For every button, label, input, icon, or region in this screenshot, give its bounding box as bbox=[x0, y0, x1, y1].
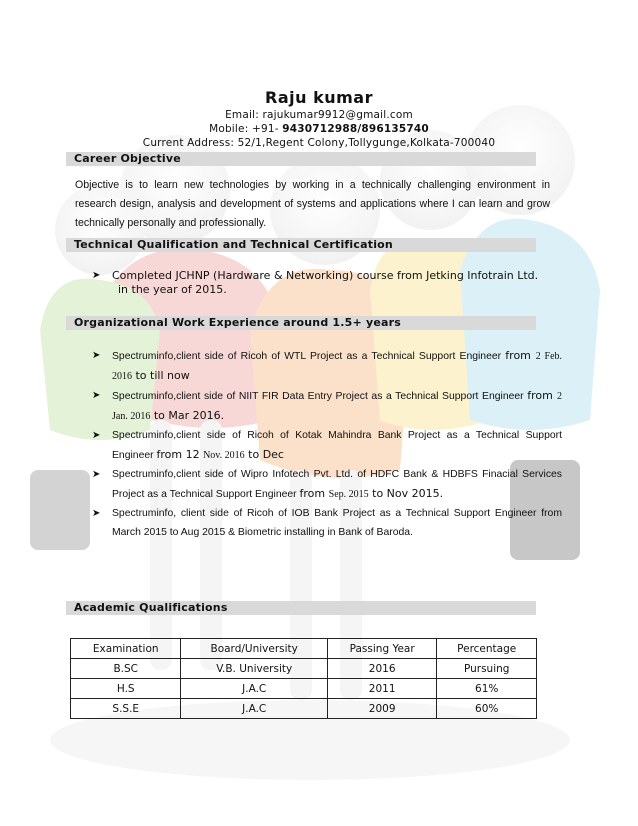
certification-line-1: Completed JCHNP (Hardware & Networking) course from Jetking Infotrain Ltd. bbox=[112, 269, 539, 282]
arrowhead-bullet-icon: ➤ bbox=[92, 430, 101, 441]
mobile-numbers: 9430712988/896135740 bbox=[282, 123, 429, 135]
table-cell: 60% bbox=[437, 699, 537, 719]
table-row bbox=[71, 679, 537, 699]
technical-qualification-heading: Technical Qualification and Technical Certification bbox=[66, 238, 536, 252]
arrowhead-bullet-icon: ➤ bbox=[92, 390, 101, 401]
table-cell: S.S.E bbox=[71, 699, 181, 719]
certification-item bbox=[92, 269, 552, 297]
experience-item: ➤ Spectruminfo,client side of Ricoh of Kotak Mahindra Bank Project as a Technical Support Engineer from 12 Nov. 2016 to Dec bbox=[92, 426, 562, 465]
career-objective-text: Objective is to learn new technologies by working in a technically challenging environment in research design, analysis and development of systems and applications where I can learn and grow technically personally and professionally. bbox=[75, 179, 550, 229]
certification-line-2: in the year of 2015. bbox=[118, 283, 227, 296]
table-cell: J.A.C bbox=[181, 699, 327, 719]
arrowhead-bullet-icon: ➤ bbox=[92, 270, 101, 281]
candidate-name: Raju kumar bbox=[265, 88, 373, 107]
experience-item: ➤ Spectruminfo, client side of Ricoh of IOB Bank Project as a Technical Support Engineer from March 2015 to Aug 2015 & Biometric installing in Bank of Baroda. bbox=[92, 504, 562, 542]
table-cell: J.A.C bbox=[181, 679, 327, 699]
table-cell: 2011 bbox=[327, 679, 436, 699]
column-header: Board/University bbox=[181, 639, 327, 659]
experience-item: ➤ Spectruminfo,client side of Ricoh of WTL Project as a Technical Support Engineer from 2 Feb. 2016 to till now bbox=[92, 346, 562, 386]
work-experience-heading: Organizational Work Experience around 1.5+ years bbox=[66, 316, 536, 330]
table-cell: V.B. University bbox=[181, 659, 327, 679]
academic-qualifications-heading: Academic Qualifications bbox=[66, 601, 536, 615]
arrowhead-bullet-icon: ➤ bbox=[92, 508, 101, 519]
column-header: Passing Year bbox=[327, 639, 436, 659]
table-cell: 2009 bbox=[327, 699, 436, 719]
table-cell: Pursuing bbox=[437, 659, 537, 679]
column-header: Percentage bbox=[437, 639, 537, 659]
arrowhead-bullet-icon: ➤ bbox=[92, 469, 101, 480]
address-line: Current Address: 52/1,Regent Colony,Tollygunge,Kolkata-700040 bbox=[142, 137, 496, 149]
career-objective-heading: Career Objective bbox=[66, 152, 536, 166]
table-cell: 2016 bbox=[327, 659, 436, 679]
academic-table bbox=[70, 638, 537, 719]
arrowhead-bullet-icon: ➤ bbox=[92, 350, 101, 361]
mobile-line bbox=[0, 122, 638, 136]
email-line: Email: rajukumar9912@gmail.com bbox=[225, 109, 413, 121]
experience-item: ➤ Spectruminfo,client side of NIIT FIR Data Entry Project as a Technical Support Engineer from 2 Jan. 2016 to Mar 2016. bbox=[92, 386, 562, 426]
mobile-prefix: Mobile: +91- bbox=[209, 123, 283, 135]
experience-list bbox=[92, 346, 562, 542]
table-cell: B.SC bbox=[71, 659, 181, 679]
experience-item: ➤ Spectruminfo,client side of Wipro Infotech Pvt. Ltd. of HDFC Bank & HDBFS Finacial Services Project as a Technical Support Engineer from Sep. 2015 to Nov 2015. bbox=[92, 465, 562, 504]
table-header-row bbox=[71, 639, 537, 659]
table-row bbox=[71, 699, 537, 719]
table-row bbox=[71, 659, 537, 679]
column-header: Examination bbox=[71, 639, 181, 659]
table-cell: H.S bbox=[71, 679, 181, 699]
table-cell: 61% bbox=[437, 679, 537, 699]
